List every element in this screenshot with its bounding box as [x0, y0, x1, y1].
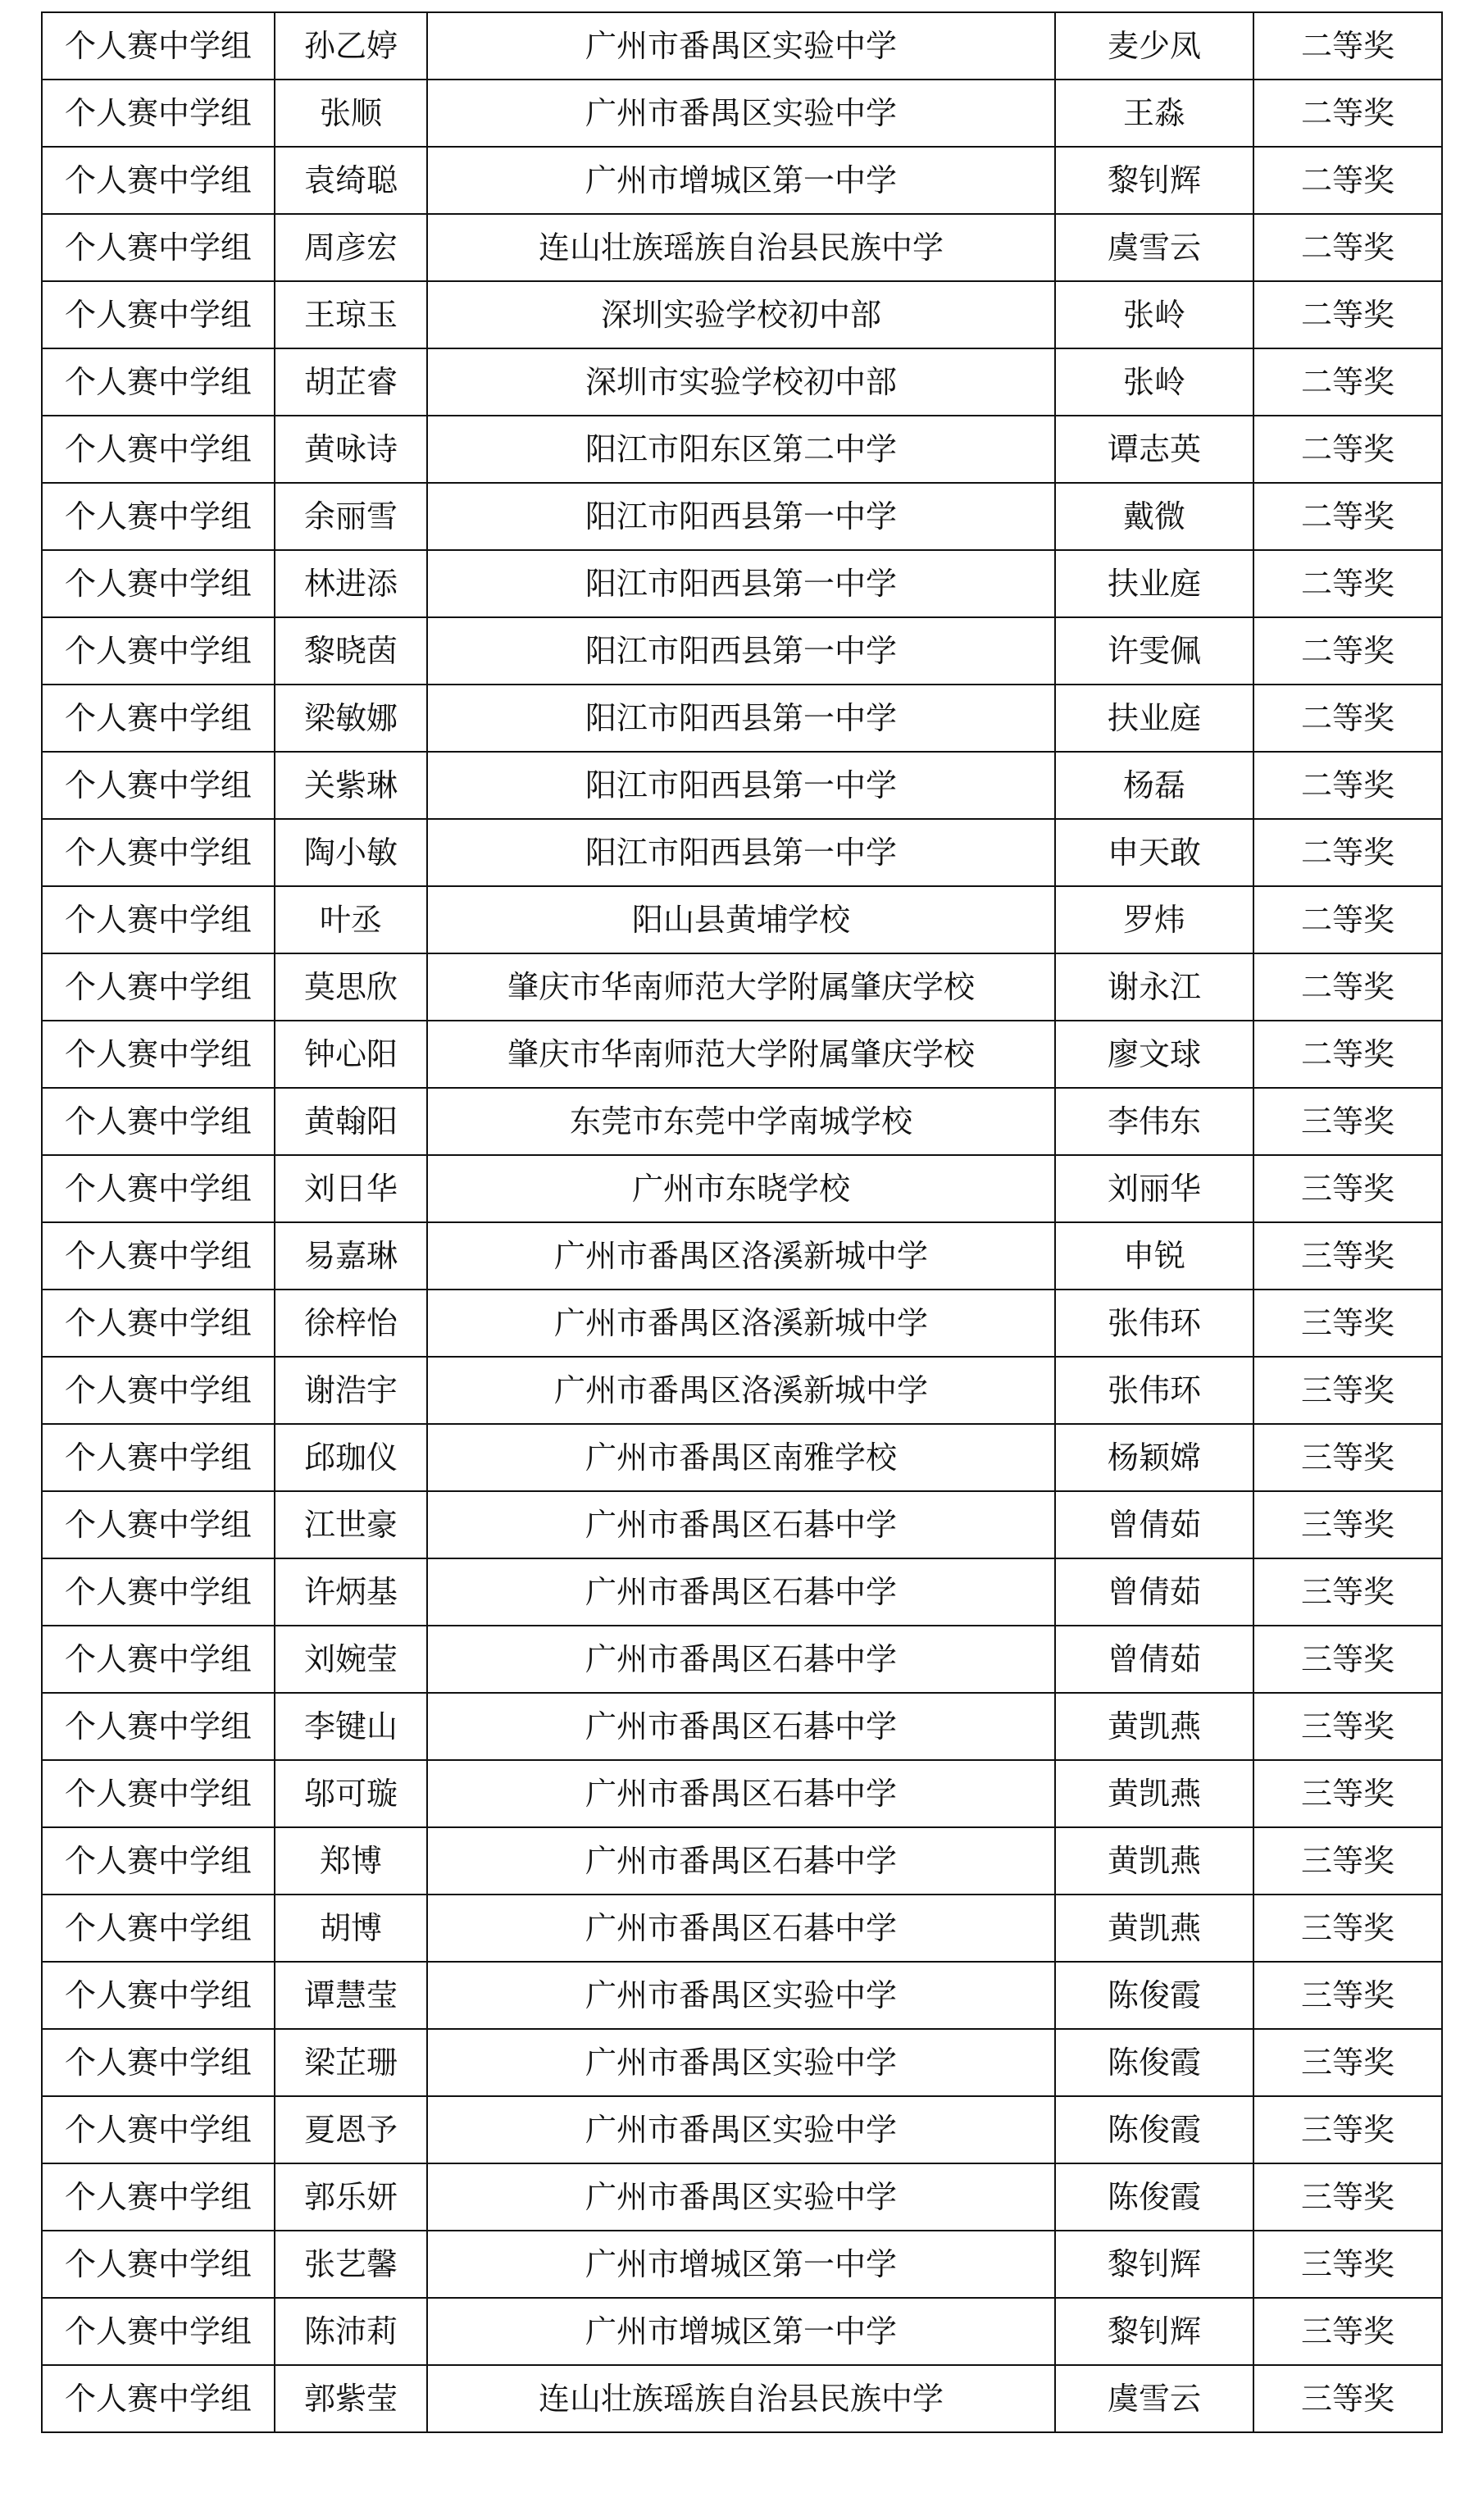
- award-level-cell: 二等奖: [1253, 617, 1442, 685]
- student-name-cell: 胡博: [275, 1895, 427, 1962]
- teacher-name-cell: 黎钊辉: [1055, 147, 1253, 214]
- competition-group-cell: 个人赛中学组: [42, 1155, 275, 1222]
- teacher-name-cell: 申锐: [1055, 1222, 1253, 1290]
- school-name-cell: 广州市番禺区石碁中学: [427, 1760, 1055, 1827]
- competition-group-cell: 个人赛中学组: [42, 483, 275, 550]
- table-row: [42, 416, 1442, 483]
- competition-group-cell: 个人赛中学组: [42, 1491, 275, 1558]
- teacher-name-cell: 杨磊: [1055, 752, 1253, 819]
- award-level-cell: 二等奖: [1253, 752, 1442, 819]
- teacher-name-cell: 张伟环: [1055, 1290, 1253, 1357]
- teacher-name-cell: 杨颖嫦: [1055, 1424, 1253, 1491]
- student-name-cell: 夏恩予: [275, 2096, 427, 2163]
- school-name-cell: 广州市番禺区洛溪新城中学: [427, 1290, 1055, 1357]
- award-level-cell: 三等奖: [1253, 1626, 1442, 1693]
- teacher-name-cell: 黄凯燕: [1055, 1760, 1253, 1827]
- table-row: [42, 1895, 1442, 1962]
- competition-group-cell: 个人赛中学组: [42, 2231, 275, 2298]
- competition-group-cell: 个人赛中学组: [42, 1895, 275, 1962]
- school-name-cell: 广州市增城区第一中学: [427, 147, 1055, 214]
- award-level-cell: 三等奖: [1253, 1962, 1442, 2029]
- competition-group-cell: 个人赛中学组: [42, 953, 275, 1021]
- competition-group-cell: 个人赛中学组: [42, 2096, 275, 2163]
- award-level-cell: 三等奖: [1253, 1290, 1442, 1357]
- table-row: [42, 483, 1442, 550]
- competition-group-cell: 个人赛中学组: [42, 12, 275, 80]
- teacher-name-cell: 廖文球: [1055, 1021, 1253, 1088]
- competition-group-cell: 个人赛中学组: [42, 147, 275, 214]
- teacher-name-cell: 曾倩茹: [1055, 1626, 1253, 1693]
- student-name-cell: 易嘉琳: [275, 1222, 427, 1290]
- teacher-name-cell: 谭志英: [1055, 416, 1253, 483]
- table-row: [42, 953, 1442, 1021]
- award-level-cell: 三等奖: [1253, 2231, 1442, 2298]
- student-name-cell: 张顺: [275, 80, 427, 147]
- school-name-cell: 连山壮族瑶族自治县民族中学: [427, 214, 1055, 281]
- school-name-cell: 广州市番禺区实验中学: [427, 2163, 1055, 2231]
- table-row: [42, 12, 1442, 80]
- award-level-cell: 二等奖: [1253, 214, 1442, 281]
- competition-group-cell: 个人赛中学组: [42, 1290, 275, 1357]
- award-level-cell: 三等奖: [1253, 1222, 1442, 1290]
- award-level-cell: 二等奖: [1253, 80, 1442, 147]
- teacher-name-cell: 陈俊霞: [1055, 2163, 1253, 2231]
- table-row: [42, 1357, 1442, 1424]
- table-row: [42, 1827, 1442, 1895]
- school-name-cell: 广州市增城区第一中学: [427, 2231, 1055, 2298]
- school-name-cell: 肇庆市华南师范大学附属肇庆学校: [427, 953, 1055, 1021]
- table-row: [42, 752, 1442, 819]
- table-row: [42, 1088, 1442, 1155]
- school-name-cell: 阳江市阳西县第一中学: [427, 685, 1055, 752]
- award-level-cell: 三等奖: [1253, 1491, 1442, 1558]
- student-name-cell: 黎晓茵: [275, 617, 427, 685]
- award-level-cell: 三等奖: [1253, 2298, 1442, 2365]
- award-level-cell: 二等奖: [1253, 886, 1442, 953]
- teacher-name-cell: 扶业庭: [1055, 685, 1253, 752]
- student-name-cell: 叶丞: [275, 886, 427, 953]
- teacher-name-cell: 王淼: [1055, 80, 1253, 147]
- award-level-cell: 二等奖: [1253, 819, 1442, 886]
- competition-group-cell: 个人赛中学组: [42, 281, 275, 348]
- award-level-cell: 二等奖: [1253, 348, 1442, 416]
- student-name-cell: 邱珈仪: [275, 1424, 427, 1491]
- competition-group-cell: 个人赛中学组: [42, 1693, 275, 1760]
- student-name-cell: 袁绮聪: [275, 147, 427, 214]
- school-name-cell: 阳江市阳东区第二中学: [427, 416, 1055, 483]
- table-row: [42, 281, 1442, 348]
- award-level-cell: 三等奖: [1253, 1155, 1442, 1222]
- teacher-name-cell: 罗炜: [1055, 886, 1253, 953]
- student-name-cell: 谭慧莹: [275, 1962, 427, 2029]
- student-name-cell: 林进添: [275, 550, 427, 617]
- award-level-cell: 三等奖: [1253, 1558, 1442, 1626]
- teacher-name-cell: 戴微: [1055, 483, 1253, 550]
- school-name-cell: 阳江市阳西县第一中学: [427, 752, 1055, 819]
- teacher-name-cell: 曾倩茹: [1055, 1491, 1253, 1558]
- teacher-name-cell: 曾倩茹: [1055, 1558, 1253, 1626]
- award-level-cell: 二等奖: [1253, 1021, 1442, 1088]
- table-row: [42, 147, 1442, 214]
- award-level-cell: 二等奖: [1253, 147, 1442, 214]
- competition-group-cell: 个人赛中学组: [42, 819, 275, 886]
- award-table: [41, 11, 1443, 2433]
- table-row: [42, 2029, 1442, 2096]
- competition-group-cell: 个人赛中学组: [42, 2365, 275, 2432]
- student-name-cell: 刘日华: [275, 1155, 427, 1222]
- school-name-cell: 广州市番禺区实验中学: [427, 12, 1055, 80]
- table-row: [42, 1021, 1442, 1088]
- school-name-cell: 阳江市阳西县第一中学: [427, 819, 1055, 886]
- teacher-name-cell: 申天敢: [1055, 819, 1253, 886]
- competition-group-cell: 个人赛中学组: [42, 2298, 275, 2365]
- award-level-cell: 二等奖: [1253, 416, 1442, 483]
- table-row: [42, 348, 1442, 416]
- table-row: [42, 2163, 1442, 2231]
- award-level-cell: 二等奖: [1253, 281, 1442, 348]
- award-level-cell: 三等奖: [1253, 1760, 1442, 1827]
- table-row: [42, 685, 1442, 752]
- student-name-cell: 刘婉莹: [275, 1626, 427, 1693]
- teacher-name-cell: 陈俊霞: [1055, 2096, 1253, 2163]
- award-level-cell: 三等奖: [1253, 2163, 1442, 2231]
- table-row: [42, 1626, 1442, 1693]
- school-name-cell: 阳江市阳西县第一中学: [427, 617, 1055, 685]
- award-level-cell: 三等奖: [1253, 1088, 1442, 1155]
- teacher-name-cell: 黎钊辉: [1055, 2231, 1253, 2298]
- teacher-name-cell: 麦少凤: [1055, 12, 1253, 80]
- table-row: [42, 2365, 1442, 2432]
- student-name-cell: 周彦宏: [275, 214, 427, 281]
- student-name-cell: 余丽雪: [275, 483, 427, 550]
- teacher-name-cell: 扶业庭: [1055, 550, 1253, 617]
- school-name-cell: 广州市东晓学校: [427, 1155, 1055, 1222]
- competition-group-cell: 个人赛中学组: [42, 348, 275, 416]
- award-level-cell: 二等奖: [1253, 685, 1442, 752]
- teacher-name-cell: 张伟环: [1055, 1357, 1253, 1424]
- competition-group-cell: 个人赛中学组: [42, 80, 275, 147]
- competition-group-cell: 个人赛中学组: [42, 1558, 275, 1626]
- school-name-cell: 深圳市实验学校初中部: [427, 348, 1055, 416]
- teacher-name-cell: 陈俊霞: [1055, 1962, 1253, 2029]
- competition-group-cell: 个人赛中学组: [42, 2029, 275, 2096]
- table-row: [42, 1290, 1442, 1357]
- award-level-cell: 二等奖: [1253, 550, 1442, 617]
- school-name-cell: 肇庆市华南师范大学附属肇庆学校: [427, 1021, 1055, 1088]
- student-name-cell: 李键山: [275, 1693, 427, 1760]
- competition-group-cell: 个人赛中学组: [42, 1424, 275, 1491]
- teacher-name-cell: 谢永江: [1055, 953, 1253, 1021]
- award-level-cell: 三等奖: [1253, 1693, 1442, 1760]
- table-row: [42, 1222, 1442, 1290]
- table-row: [42, 550, 1442, 617]
- competition-group-cell: 个人赛中学组: [42, 1222, 275, 1290]
- award-level-cell: 三等奖: [1253, 2096, 1442, 2163]
- table-row: [42, 2231, 1442, 2298]
- student-name-cell: 王琼玉: [275, 281, 427, 348]
- school-name-cell: 东莞市东莞中学南城学校: [427, 1088, 1055, 1155]
- student-name-cell: 张艺馨: [275, 2231, 427, 2298]
- teacher-name-cell: 虞雪云: [1055, 2365, 1253, 2432]
- school-name-cell: 广州市番禺区洛溪新城中学: [427, 1222, 1055, 1290]
- competition-group-cell: 个人赛中学组: [42, 214, 275, 281]
- school-name-cell: 广州市番禺区石碁中学: [427, 1626, 1055, 1693]
- competition-group-cell: 个人赛中学组: [42, 550, 275, 617]
- student-name-cell: 胡芷睿: [275, 348, 427, 416]
- table-row: [42, 214, 1442, 281]
- award-list-page: [41, 11, 1441, 2509]
- teacher-name-cell: 李伟东: [1055, 1088, 1253, 1155]
- school-name-cell: 广州市番禺区石碁中学: [427, 1491, 1055, 1558]
- competition-group-cell: 个人赛中学组: [42, 416, 275, 483]
- table-row: [42, 886, 1442, 953]
- table-row: [42, 1760, 1442, 1827]
- school-name-cell: 阳江市阳西县第一中学: [427, 483, 1055, 550]
- competition-group-cell: 个人赛中学组: [42, 1827, 275, 1895]
- teacher-name-cell: 张岭: [1055, 281, 1253, 348]
- student-name-cell: 邬可璇: [275, 1760, 427, 1827]
- competition-group-cell: 个人赛中学组: [42, 2163, 275, 2231]
- teacher-name-cell: 黄凯燕: [1055, 1827, 1253, 1895]
- table-row: [42, 2298, 1442, 2365]
- student-name-cell: 郑博: [275, 1827, 427, 1895]
- school-name-cell: 连山壮族瑶族自治县民族中学: [427, 2365, 1055, 2432]
- student-name-cell: 郭乐妍: [275, 2163, 427, 2231]
- school-name-cell: 广州市番禺区实验中学: [427, 80, 1055, 147]
- teacher-name-cell: 张岭: [1055, 348, 1253, 416]
- teacher-name-cell: 虞雪云: [1055, 214, 1253, 281]
- award-level-cell: 三等奖: [1253, 1357, 1442, 1424]
- student-name-cell: 陈沛莉: [275, 2298, 427, 2365]
- table-row: [42, 617, 1442, 685]
- school-name-cell: 广州市番禺区石碁中学: [427, 1895, 1055, 1962]
- school-name-cell: 广州市番禺区石碁中学: [427, 1693, 1055, 1760]
- student-name-cell: 郭紫莹: [275, 2365, 427, 2432]
- student-name-cell: 关紫琳: [275, 752, 427, 819]
- competition-group-cell: 个人赛中学组: [42, 1626, 275, 1693]
- competition-group-cell: 个人赛中学组: [42, 1357, 275, 1424]
- student-name-cell: 徐梓怡: [275, 1290, 427, 1357]
- award-level-cell: 二等奖: [1253, 483, 1442, 550]
- table-row: [42, 1155, 1442, 1222]
- school-name-cell: 广州市番禺区洛溪新城中学: [427, 1357, 1055, 1424]
- table-row: [42, 2096, 1442, 2163]
- student-name-cell: 谢浩宇: [275, 1357, 427, 1424]
- table-row: [42, 1962, 1442, 2029]
- school-name-cell: 广州市番禺区石碁中学: [427, 1558, 1055, 1626]
- award-level-cell: 三等奖: [1253, 2029, 1442, 2096]
- teacher-name-cell: 黎钊辉: [1055, 2298, 1253, 2365]
- competition-group-cell: 个人赛中学组: [42, 685, 275, 752]
- competition-group-cell: 个人赛中学组: [42, 1088, 275, 1155]
- competition-group-cell: 个人赛中学组: [42, 1021, 275, 1088]
- competition-group-cell: 个人赛中学组: [42, 617, 275, 685]
- table-row: [42, 1491, 1442, 1558]
- student-name-cell: 莫思欣: [275, 953, 427, 1021]
- school-name-cell: 广州市番禺区南雅学校: [427, 1424, 1055, 1491]
- school-name-cell: 广州市番禺区实验中学: [427, 1962, 1055, 2029]
- teacher-name-cell: 刘丽华: [1055, 1155, 1253, 1222]
- competition-group-cell: 个人赛中学组: [42, 1962, 275, 2029]
- competition-group-cell: 个人赛中学组: [42, 1760, 275, 1827]
- competition-group-cell: 个人赛中学组: [42, 886, 275, 953]
- student-name-cell: 孙乙婷: [275, 12, 427, 80]
- award-table-body: [42, 12, 1442, 2432]
- school-name-cell: 广州市增城区第一中学: [427, 2298, 1055, 2365]
- student-name-cell: 梁敏娜: [275, 685, 427, 752]
- award-level-cell: 三等奖: [1253, 1424, 1442, 1491]
- teacher-name-cell: 黄凯燕: [1055, 1895, 1253, 1962]
- award-level-cell: 二等奖: [1253, 12, 1442, 80]
- award-level-cell: 三等奖: [1253, 1827, 1442, 1895]
- student-name-cell: 钟心阳: [275, 1021, 427, 1088]
- award-level-cell: 三等奖: [1253, 1895, 1442, 1962]
- award-level-cell: 三等奖: [1253, 2365, 1442, 2432]
- school-name-cell: 广州市番禺区实验中学: [427, 2029, 1055, 2096]
- table-row: [42, 1558, 1442, 1626]
- teacher-name-cell: 许雯佩: [1055, 617, 1253, 685]
- student-name-cell: 黄咏诗: [275, 416, 427, 483]
- school-name-cell: 广州市番禺区实验中学: [427, 2096, 1055, 2163]
- student-name-cell: 梁芷珊: [275, 2029, 427, 2096]
- school-name-cell: 阳山县黄埔学校: [427, 886, 1055, 953]
- table-row: [42, 1424, 1442, 1491]
- table-row: [42, 80, 1442, 147]
- student-name-cell: 江世豪: [275, 1491, 427, 1558]
- school-name-cell: 深圳实验学校初中部: [427, 281, 1055, 348]
- teacher-name-cell: 陈俊霞: [1055, 2029, 1253, 2096]
- student-name-cell: 陶小敏: [275, 819, 427, 886]
- table-row: [42, 819, 1442, 886]
- student-name-cell: 黄翰阳: [275, 1088, 427, 1155]
- student-name-cell: 许炳基: [275, 1558, 427, 1626]
- school-name-cell: 广州市番禺区石碁中学: [427, 1827, 1055, 1895]
- teacher-name-cell: 黄凯燕: [1055, 1693, 1253, 1760]
- school-name-cell: 阳江市阳西县第一中学: [427, 550, 1055, 617]
- award-level-cell: 二等奖: [1253, 953, 1442, 1021]
- competition-group-cell: 个人赛中学组: [42, 752, 275, 819]
- table-row: [42, 1693, 1442, 1760]
